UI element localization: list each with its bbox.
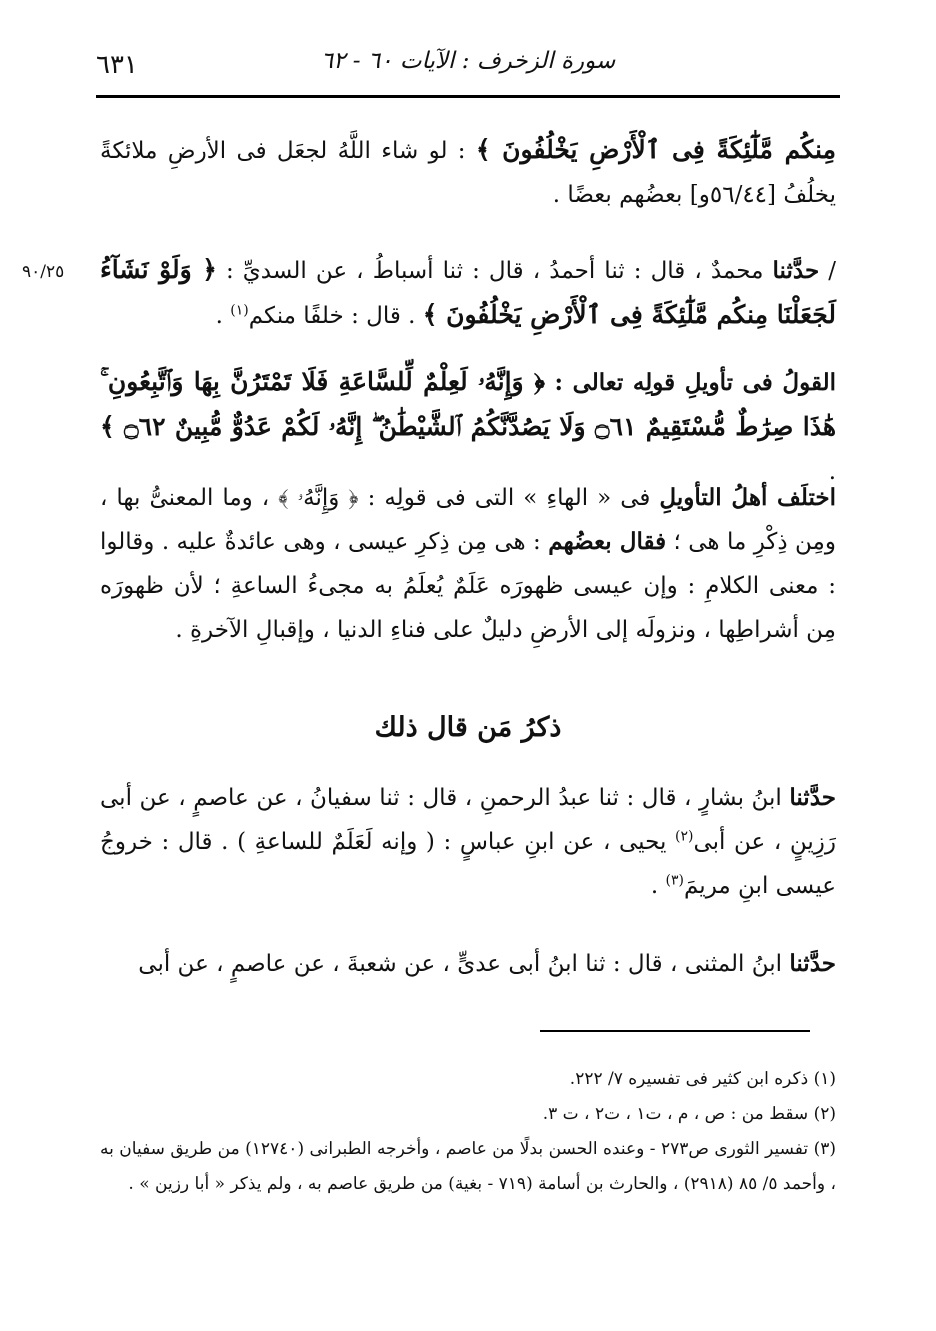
paragraph-text: : لو شاء اللَّهُ لجعَل فى الأرضِ ملائكةً يخلُفُ [٥٦/٤٤و] بعضُهم بعضًا . — [100, 138, 836, 208]
section-heading: ذكرُ مَن قال ذلك — [374, 712, 562, 743]
paragraph-text: . — [828, 459, 836, 485]
paragraph-text: ابنُ بشارٍ ، قال : ثنا عبدُ الرحمنِ ، قال : ثنا سفيانُ ، عن عاصمٍ ، عن أبى رَزِينٍ ، عن أبى — [100, 785, 836, 855]
quran-verse: مِنكُم مَّلَٰٓئِكَةً فِى ٱلْأَرْضِ يَخْلُفُونَ ﴾ — [475, 135, 836, 164]
paragraph-text: . — [650, 873, 666, 899]
paragraph-lead: فقال بعضُهم — [548, 528, 667, 555]
narration-lead: حدَّثنا — [772, 257, 820, 284]
page-number: ٦٣١ — [96, 50, 138, 80]
narration-lead: حدَّثنا — [789, 784, 836, 811]
footnote-1: (١) ذكره ابن كثير فى تفسيره ٧/ ٢٢٢. — [569, 1069, 836, 1089]
quran-verse: ﴿ وَلَوْ نَشَآءُ لَجَعَلْنَا مِنكُم مَّلَٰٓئِكَةً فِى ٱلْأَرْضِ يَخْلُفُونَ ﴾ — [100, 255, 836, 329]
paragraph-6 — [100, 942, 836, 986]
header-rule — [96, 95, 840, 98]
margin-reference: ٩٠/٢٥ — [22, 262, 65, 282]
paragraph-text: . — [215, 303, 231, 329]
narration-lead: حدَّثنا — [789, 950, 836, 977]
footnote-marker: (٣) — [665, 872, 684, 889]
footnote-marker: (٢) — [674, 828, 694, 845]
paragraph-text: . قال : خلفًا منكم — [248, 303, 423, 329]
footnote-marker: (١) — [230, 302, 249, 319]
paragraph-5 — [100, 776, 836, 908]
footnote-2: (٢) سقط من : ص ، م ، ت١ ، ت٢ ، ت ٣. — [542, 1104, 836, 1124]
paragraph-lead: اختلَف أهلُ التأويلِ — [659, 484, 837, 511]
paragraph-text: يحيى ، عن ابنِ عباسٍ : ( وإنه لَعَلَمٌ للساعةِ ) . قال : خروجُ عيسى ابنِ مريمَ — [100, 829, 836, 899]
slash-mark: / — [819, 258, 837, 284]
paragraph-3 — [100, 360, 836, 494]
paragraph-text: : هى مِن ذِكرِ عيسى ، وهى عائدةٌ عليه . وقالوا : معنى الكلامِ : وإن عيسى ظهورَه عَلَمٌ يُعلَمُ به مجىءُ الساعةِ ؛ لأن ظهورَه مِن أشراطِها ، ونزولَه إلى الأرضِ دليلٌ على فناءِ الدنيا ، وإقبالِ الآخرةِ . — [100, 529, 836, 643]
section-lead: القولُ فى تأويلِ قولِه تعالى : — [544, 369, 836, 396]
running-title: سورة الزخرف : الآيات ٦٠ - ٦٢ — [320, 48, 616, 74]
paragraph-text: محمدٌ ، قال : ثنا أحمدُ ، قال : ثنا أسباطُ ، عن السديِّ : — [216, 258, 773, 284]
paragraph-4 — [100, 476, 836, 652]
footnote-3: (٣) تفسير الثورى ص٢٧٣ - وعنده الحسن بدلًا من عاصم ، وأخرجه الطبرانى (١٢٧٤٠) من طريق سفيان به ، وأحمد ٥/ ٨٥ (٢٩١٨) ، والحارث بن أسامة (٧١٩ - بغية) من طريق عاصم به ، ولم يذكر « أبا رزين » . — [100, 1139, 837, 1194]
quran-verse: ﴿ وَإِنَّهُۥ لَعِلْمٌ لِّلسَّاعَةِ فَلَا تَمْتَرُنَّ بِهَا وَٱتَّبِعُونِ ۚ هَٰذَا صِرَٰطٌ مُّسْتَقِيمٌ ۝٦١ وَلَا يَصُدَّنَّكُمُ ٱلشَّيْطَٰنُ ۖ إِنَّهُۥ لَكُمْ عَدُوٌّ مُّبِينٌ ۝٦٢ ﴾ — [100, 367, 836, 441]
page-header — [96, 44, 840, 84]
paragraph-text: فى « الهاءِ » التى فى قولِه : ﴿ وَإِنَّهُۥ ﴾ ، وما المعنىُّ بها ، ومِن ذِكْرِ ما هى ؛ — [100, 485, 836, 555]
footnotes — [100, 1062, 836, 1202]
paragraph-1 — [100, 128, 836, 217]
footnote-rule — [540, 1030, 810, 1032]
paragraph-text: ابنُ المثنى ، قال : ثنا ابنُ أبى عدىٍّ ، عن شعبةَ ، عن عاصمٍ ، عن أبى — [138, 951, 790, 977]
paragraph-2 — [100, 248, 836, 338]
